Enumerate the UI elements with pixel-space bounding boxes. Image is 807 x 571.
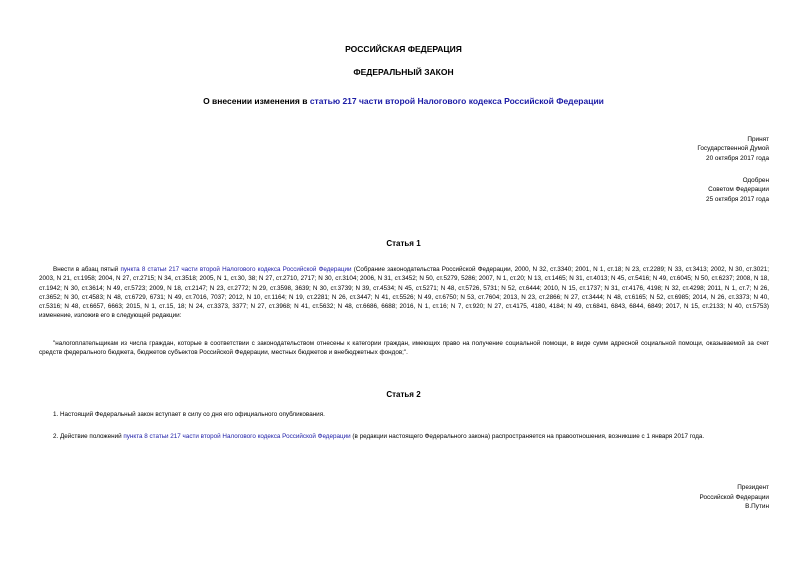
document-title — [0, 96, 807, 106]
article-2-text-prefix: 2. Действие положений — [53, 433, 124, 440]
article-1-heading: Статья 1 — [386, 239, 421, 248]
signature-block — [700, 483, 770, 512]
adoption-block-council — [706, 176, 769, 204]
approved-by: Советом Федерации — [708, 186, 769, 194]
article-2-paragraph-1: 1. Настоящий Федеральный закон вступает в силу со дня его официального опубликования. — [53, 411, 325, 418]
article-2-heading: Статья 2 — [386, 390, 421, 399]
signature-country: Российской Федерации — [699, 493, 769, 501]
article-1-quote: "налогоплательщикам из числа граждан, которые в соответствии с законодательством отнесены к категории граждан, имеющих право на получение социальной помощи, в виде сумм адресной социальной помощи, оказываемой за счет средств федерального бюджета, бюджетов субъектов Российской Федерации, местных бюджетов и внебюджетных фондов;". — [39, 340, 769, 357]
adoption-block-duma — [697, 135, 769, 163]
approved-label: Одобрен — [742, 177, 769, 184]
title-link[interactable]: статью 217 части второй Налогового кодекса Российской Федерации — [309, 96, 604, 106]
accepted-label: Принят — [747, 136, 769, 143]
article-2-paragraph-2 — [39, 432, 769, 441]
article-1-text-prefix: Внести в абзац пятый — [53, 266, 121, 273]
accepted-by: Государственной Думой — [697, 145, 769, 153]
article-1-link[interactable]: пункта 8 статьи 217 части второй Налогового кодекса Российской Федерации — [120, 266, 352, 273]
article-2-link[interactable]: пункта 8 статьи 217 части второй Налогового кодекса Российской Федерации — [123, 433, 351, 440]
accepted-date: 20 октября 2017 года — [706, 154, 769, 162]
title-prefix: О внесении изменения в — [203, 96, 310, 106]
doc-type-heading: ФЕДЕРАЛЬНЫЙ ЗАКОН — [353, 67, 454, 77]
article-2-text-suffix: (в редакции настоящего Федерального закона) распространяется на правоотношения, возникшие с 1 января 2017 года. — [350, 433, 705, 440]
state-heading: РОССИЙСКАЯ ФЕДЕРАЦИЯ — [345, 44, 462, 54]
signature-role: Президент — [737, 484, 769, 491]
article-1-text-suffix: (Собрание законодательства Российской Федерации, 2000, N 32, ст.3340; 2001, N 1, ст.18; N 23, ст.2289; N 33, ст.3413; 2002, N 30, ст.3021; 2003, N 21, ст.1958; 2004, N 27, ст.2715; N 34, ст.3518; 2005, N 1, ст.30, 38; N 27, ст.2710, 2717; N 30, ст.3104; 2006, N 31, ст.3452; N 50, ст.5279, 5286; 2007, N 1, ст.20; N 13, ст.1465; N 31, ст.4013; N 45, ст.5416; N 49, ст.6045; N 50, ст.6237; 2008, N 18, ст.1942; N 30, ст.3614; N 49, ст.5723; 2009, N 18, ст.2147; N 23, ст.2772; N 29, ст.3598, 3639; N 30, ст.3739; N 39, ст.4534; N 45, ст.5271; N 48, ст.5726, 5731; N 52, ст.6444; 2010, N 15, ст.1737; N 31, ст.4176, 4198; N 32, ст.4298; 2011, N 1, ст.7; N 26, ст.3652; N 30, ст.4583; N 48, ст.6729, 6731; N 49, ст.7016, 7037; 2012, N 10, ст.1164; N 19, ст.2281; N 26, ст.3447; N 41, ст.5526; N 49, ст.6750; N 53, ст.7604; 2013, N 23, ст.2866; N 27, ст.3444; N 48, ст.6165; N 52, ст.6985; 2014, N 26, ст.3373; N 40, ст.5316; N 48, ст.6657, 6663; 2015, N 1, ст.15, 18; N 24, ст.3373, 3377; N 27, ст.3968; N 41, ст.5632; N 48, ст.6686, 6688; 2016, N 1, ст.16; N 7, ст.920; N 27, ст.4175, 4180, 4184; N 49, ст.6841, 6843, 6844, 6849; 2017, N 15, ст.2133; N 40, ст.5753) изменение, изложив его в следующей редакции: — [39, 266, 769, 320]
approved-date: 25 октября 2017 года — [706, 195, 769, 203]
signature-name: В.Путин — [745, 503, 769, 511]
article-1-body — [39, 265, 769, 321]
